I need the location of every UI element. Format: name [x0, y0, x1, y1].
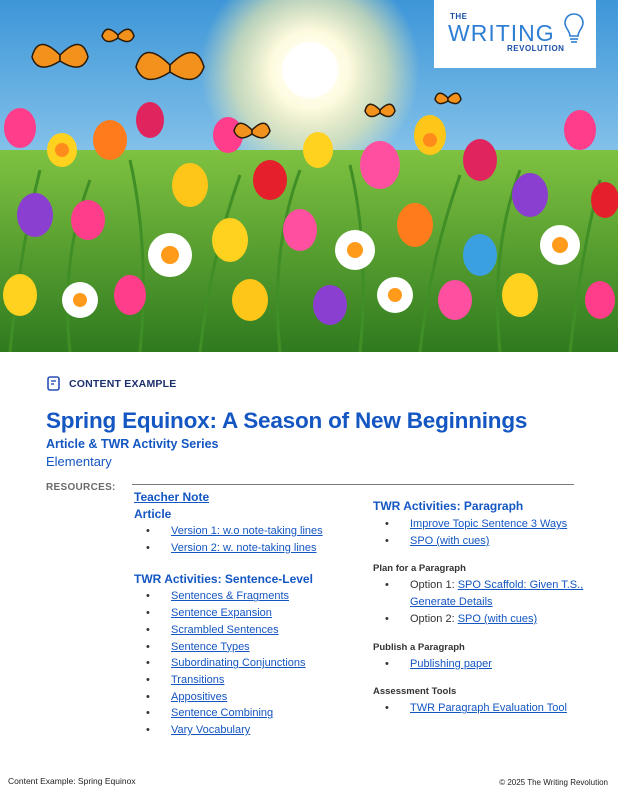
list-item: [134, 523, 362, 540]
paragraph-list: [373, 516, 608, 549]
publish-paragraph-heading: Publish a Paragraph: [373, 641, 465, 653]
page-title: Spring Equinox: A Season of New Beginnings: [46, 408, 528, 433]
option-2-prefix: Option 2:: [410, 612, 458, 625]
list-item: [134, 540, 362, 557]
sentences-fragments-link[interactable]: Sentences & Fragments: [171, 590, 290, 603]
list-item: [134, 722, 362, 739]
assessment-list: [373, 700, 608, 717]
plan-paragraph-heading: Plan for a Paragraph: [373, 563, 466, 575]
sentence-level-heading: TWR Activities: Sentence-Level: [134, 572, 313, 587]
list-item: [134, 705, 362, 722]
resources-right-column: [373, 499, 608, 717]
article-list: [134, 523, 362, 556]
logo-line-revolution: REVOLUTION: [507, 44, 565, 53]
sentence-types-link[interactable]: Sentence Types: [171, 640, 250, 653]
resources-divider: [132, 484, 574, 485]
document-icon: [47, 376, 60, 391]
list-item: [134, 655, 362, 672]
list-item: [373, 533, 608, 550]
twr-logo: [434, 0, 596, 68]
spo-scaffold-link[interactable]: SPO Scaffold: Given T.S.,: [457, 579, 584, 592]
paragraph-heading: TWR Activities: Paragraph: [373, 499, 524, 513]
grade-level: Elementary: [46, 454, 112, 469]
paragraph-evaluation-tool-link[interactable]: TWR Paragraph Evaluation Tool: [410, 702, 567, 715]
list-item: [134, 672, 362, 689]
plan-paragraph-list: [373, 577, 608, 627]
list-item: [373, 611, 608, 628]
generate-details-link[interactable]: Generate Details: [410, 596, 493, 609]
appositives-link[interactable]: Appositives: [171, 690, 228, 703]
list-item: [373, 516, 608, 533]
improve-topic-sentence-link[interactable]: Improve Topic Sentence 3 Ways: [410, 518, 568, 530]
subordinating-conjunctions-link[interactable]: Subordinating Conjunctions: [171, 657, 306, 670]
content-example-badge: [47, 376, 176, 391]
list-item: [134, 639, 362, 656]
sentence-combining-link[interactable]: Sentence Combining: [171, 707, 274, 720]
publishing-paper-link[interactable]: Publishing paper: [410, 657, 492, 670]
article-heading: Article: [134, 507, 172, 521]
list-item: [134, 622, 362, 639]
hero-illustration: [0, 0, 618, 352]
spo-with-cues-link[interactable]: SPO (with cues): [410, 534, 490, 547]
logo-line-writing: WRITING: [448, 20, 555, 46]
article-version-1-link[interactable]: Version 1: w.o note-taking lines: [171, 525, 323, 537]
scrambled-sentences-link[interactable]: Scrambled Sentences: [171, 623, 279, 636]
footer-copyright: © 2025 The Writing Revolution: [499, 778, 608, 787]
page-subtitle: Article & TWR Activity Series: [46, 437, 219, 451]
list-item: [134, 605, 362, 622]
footer-title: Content Example: Spring Equinox: [8, 776, 136, 786]
badge-label: CONTENT EXAMPLE: [69, 377, 177, 390]
logo-line-the: THE: [450, 12, 468, 21]
resources-left-column: [134, 490, 362, 739]
lightbulb-icon: [564, 12, 584, 46]
list-item: [373, 656, 608, 673]
option-1-prefix: Option 1:: [410, 579, 458, 592]
list-item: [134, 689, 362, 706]
resources-label: RESOURCES:: [46, 482, 116, 493]
vary-vocabulary-link[interactable]: Vary Vocabulary: [171, 724, 251, 737]
publish-list: [373, 656, 608, 673]
assessment-tools-heading: Assessment Tools: [373, 686, 457, 698]
list-item: [373, 700, 608, 717]
list-item: [134, 588, 362, 605]
option-2-spo-link[interactable]: SPO (with cues): [457, 612, 538, 625]
sentence-expansion-link[interactable]: Sentence Expansion: [171, 607, 272, 620]
list-item: [373, 577, 608, 610]
teacher-note-link[interactable]: Teacher Note: [134, 490, 210, 504]
article-version-2-link[interactable]: Version 2: w. note-taking lines: [171, 541, 317, 554]
sentence-level-list: [134, 588, 362, 738]
transitions-link[interactable]: Transitions: [171, 673, 225, 686]
